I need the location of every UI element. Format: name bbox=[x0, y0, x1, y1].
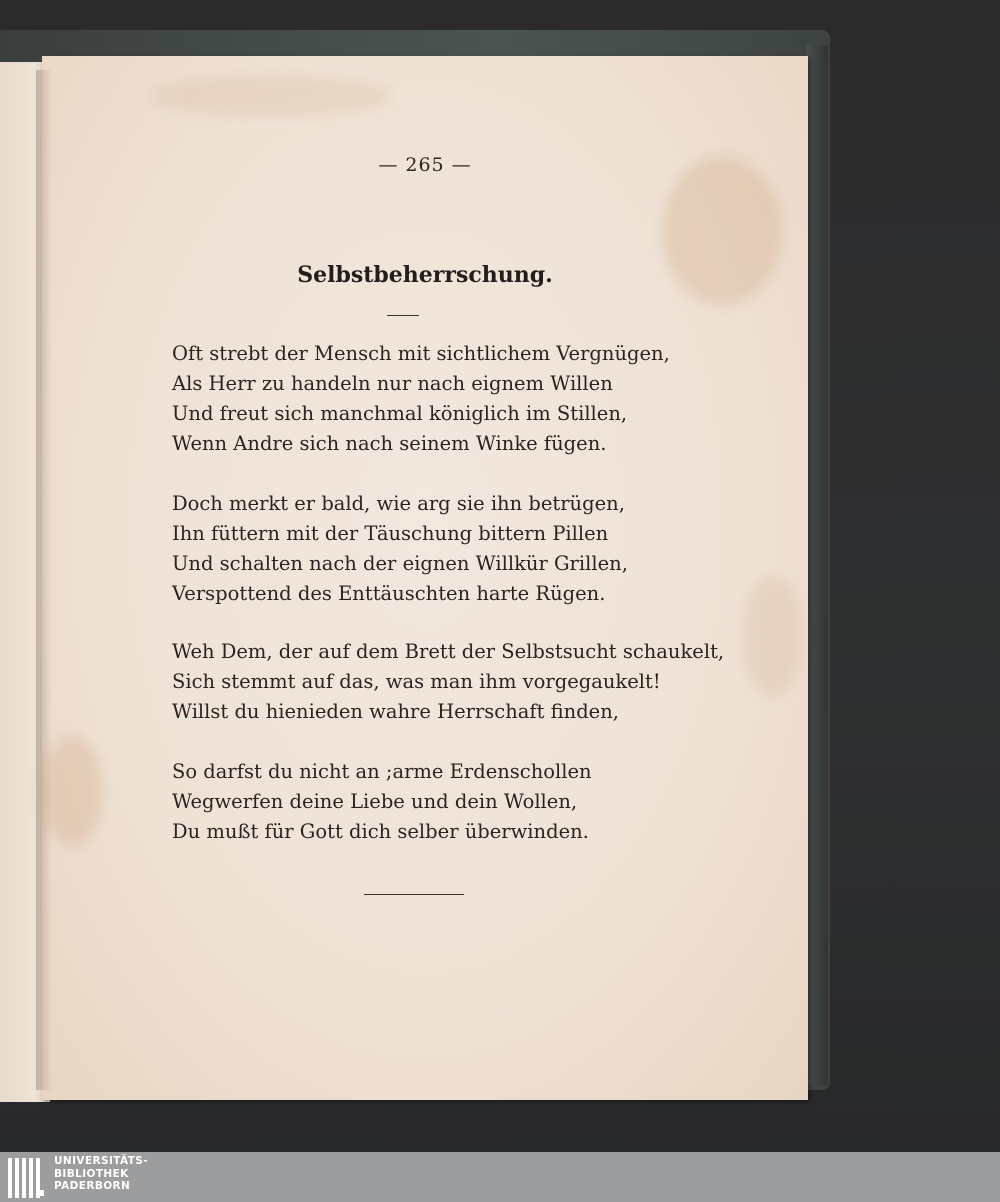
poem-stanza bbox=[172, 637, 725, 727]
paper-stain bbox=[742, 576, 802, 696]
poem-line: Wenn Andre sich nach seinem Winke fügen. bbox=[172, 432, 607, 455]
library-logo-text bbox=[54, 1155, 148, 1193]
poem-line: Willst du hienieden wahre Herrschaft finden, bbox=[172, 700, 619, 723]
poem-line: Als Herr zu handeln nur nach eignem Willen bbox=[172, 372, 613, 395]
book-page bbox=[42, 56, 808, 1100]
logo-line: BIBLIOTHEK bbox=[54, 1167, 129, 1180]
page-number: — 265 — bbox=[378, 154, 472, 176]
logo-line: UNIVERSITÄTS- bbox=[54, 1155, 149, 1167]
poem-line: Sich stemmt auf das, was man ihm vorgegaukelt! bbox=[172, 670, 661, 693]
poem-line: Doch merkt er bald, wie arg sie ihn betrügen, bbox=[172, 492, 625, 515]
poem-line: Ihn füttern mit der Täuschung bittern Pillen bbox=[172, 522, 609, 545]
title-divider bbox=[387, 315, 419, 316]
poem-line: Und freut sich manchmal königlich im Stillen, bbox=[172, 402, 628, 425]
poem-line: Oft strebt der Mensch mit sichtlichem Vergnügen, bbox=[172, 342, 670, 365]
poem-line: Verspottend des Enttäuschten harte Rügen. bbox=[172, 582, 606, 605]
poem-line: Du mußt für Gott dich selber überwinden. bbox=[172, 820, 589, 843]
poem-stanza bbox=[172, 339, 670, 459]
library-footer-bar bbox=[0, 1152, 1000, 1202]
poem-stanza bbox=[172, 489, 652, 609]
book-cover-edge bbox=[806, 45, 828, 1085]
poem-stanza bbox=[172, 757, 652, 847]
page-gutter-shadow bbox=[36, 70, 52, 1090]
poem-line: Wegwerfen deine Liebe und dein Wollen, bbox=[172, 790, 578, 813]
library-logo-icon bbox=[6, 1154, 48, 1200]
poem-line: Und schalten nach der eignen Willkür Grillen, bbox=[172, 552, 628, 575]
paper-stain bbox=[152, 76, 392, 116]
poem-line: So darfst du nicht an ;arme Erdenschollen bbox=[172, 760, 592, 783]
poem-title: Selbstbeherrschung. bbox=[297, 262, 553, 288]
end-divider bbox=[364, 894, 464, 895]
logo-line: PADERBORN bbox=[54, 1180, 131, 1192]
poem-line: Weh Dem, der auf dem Brett der Selbstsucht schaukelt, bbox=[172, 640, 725, 663]
